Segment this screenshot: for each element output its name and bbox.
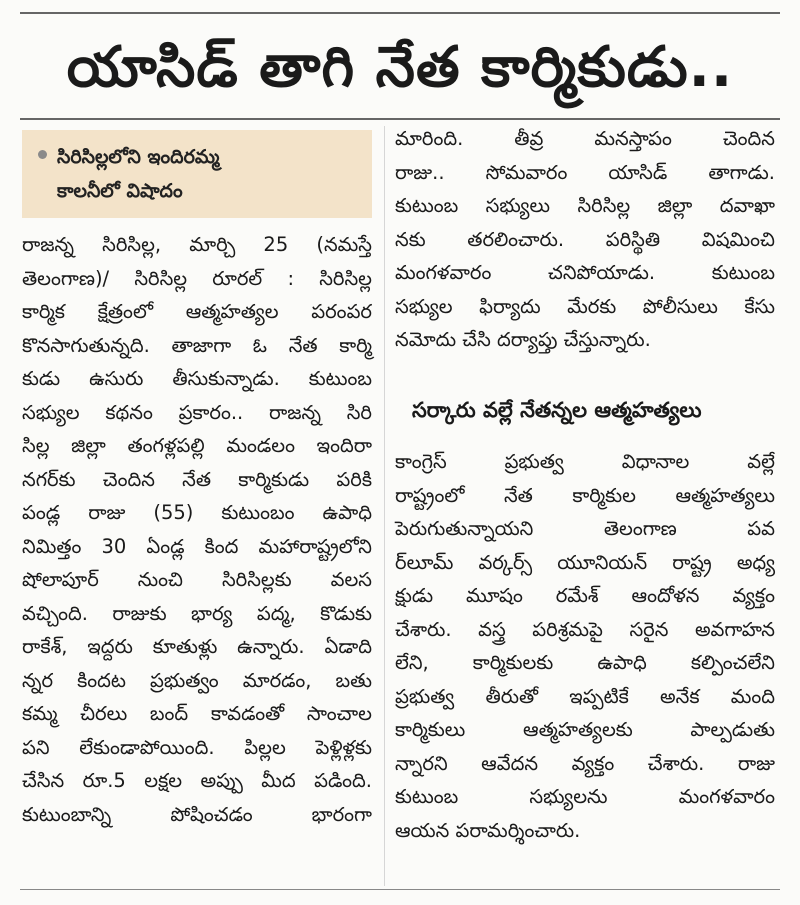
body-line: నగర్‌కు చెందిన నేత కార్మికుడు పరికి xyxy=(22,467,372,491)
body-line: కొనసాగుతున్నది. తాజాగా ఓ నేత కార్మి xyxy=(22,333,372,357)
body-line: క్షుడు మూషం రమేశ్ ఆందోళన వ్యక్తం xyxy=(395,584,775,607)
kicker-box xyxy=(22,130,372,218)
left-column xyxy=(22,228,372,831)
headline-rule xyxy=(20,118,780,120)
body-line: కుడు ఉసురు తీసుకున్నాడు. కుటుంబ xyxy=(22,367,372,390)
bullet-icon xyxy=(38,150,47,159)
body-line: చేసిన రూ.5 లక్షల అప్పు మీద పడింది. xyxy=(22,769,372,792)
body-line: చేశారు. వస్త్ర పరిశ్రమపై సరైన అవగాహన xyxy=(395,617,775,641)
body-line: కుటుంబ సభ్యులు సిరిసిల్ల జిల్లా దవాఖా xyxy=(395,194,775,217)
right-column-top xyxy=(395,122,775,357)
body-line: ఆయన పరామర్శించారు. xyxy=(395,818,581,842)
body-line: కాంగ్రెస్ ప్రభుత్వ విధానాల వల్లే xyxy=(395,450,775,473)
body-line: సిల్ల జిల్లా తంగళ్లపల్లి మండలం ఇందిరా xyxy=(22,434,372,457)
kicker-line: సిరిసిల్లలోని ఇందిరమ్మ xyxy=(57,146,220,168)
body-line: కుటుంబ సభ్యులను మంగళవారం xyxy=(395,785,775,808)
body-line: నకు తరలించారు. పరిస్థితి విషమించి xyxy=(395,227,775,251)
body-line: కుటుంబాన్ని పోషించడం భారంగా xyxy=(22,802,372,826)
right-column-bottom xyxy=(395,445,775,847)
body-line: మంగళవారం చనిపోయాడు. కుటుంబ xyxy=(395,261,775,284)
column-divider xyxy=(384,126,385,886)
subheading: సర్కారు వల్లే నేతన్నల ఆత్మహత్యలు xyxy=(412,398,702,422)
body-line: లేని, కార్మికులకు ఉపాధి కల్పించలేని xyxy=(395,651,775,674)
body-line: పండ్ల రాజు (55) కుటుంబం ఉపాధి xyxy=(22,501,372,524)
body-line: షోలాపూర్ నుంచి సిరిసిల్లకు వలస xyxy=(22,568,372,591)
body-line: ప్రభుత్వ తీరుతో ఇప్పటికే అనేక మంది xyxy=(395,684,775,708)
body-line: కార్మిక క్షేత్రంలో ఆత్మహత్యల పరంపర xyxy=(22,300,372,323)
body-line: కమ్మ చీరలు బంద్ కావడంతో సాంచాల xyxy=(22,702,372,725)
body-line: నిమిత్తం 30 ఏండ్ల కింద మహారాష్ట్రలోని xyxy=(22,534,372,558)
body-line: పెరుగుతున్నాయని తెలంగాణ పవ xyxy=(395,517,775,540)
headline: యాసిడ్ తాగి నేత కార్మికుడు.. xyxy=(66,35,734,100)
body-line: న్నర కిందట ప్రభుత్వం మారడం, బతు xyxy=(22,668,372,692)
body-line: రాజన్న సిరిసిల్ల, మార్చి 25 (నమస్తే xyxy=(22,233,372,256)
body-line: తెలంగాణ)/ సిరిసిల్ల రూరల్ : సిరిసిల్ల xyxy=(22,266,372,290)
body-line: పని లేకుండాపోయింది. పిల్లల పెళ్లిళ్లకు xyxy=(22,735,372,759)
body-line: సభ్యుల ఫిర్యాదు మేరకు పోలీసులు కేసు xyxy=(395,294,775,318)
body-line: వచ్చింది. రాజుకు భార్య పద్మ, కొడుకు xyxy=(22,601,372,625)
body-line: ర్‌లూమ్ వర్కర్స్ యూనియన్ రాష్ట్ర అధ్య xyxy=(395,550,775,574)
body-line: మారింది. తీవ్ర మనస్తాపం చెందిన xyxy=(395,127,775,150)
body-line: సభ్యుల కథనం ప్రకారం.. రాజన్న సిరి xyxy=(22,400,372,424)
body-line: రాష్ట్రంలో నేత కార్మికుల ఆత్మహత్యలు xyxy=(395,483,775,507)
body-line: రాజు.. సోమవారం యాసిడ్ తాగాడు. xyxy=(395,160,775,184)
body-line: రాకేశ్, ఇద్దరు కూతుళ్లు ఉన్నారు. ఏడాది xyxy=(22,635,372,658)
top-rule xyxy=(20,12,780,14)
bottom-rule xyxy=(20,889,780,890)
body-line: నమోదు చేసి దర్యాప్తు చేస్తున్నారు. xyxy=(395,328,651,351)
body-line: న్నారని ఆవేదన వ్యక్తం చేశారు. రాజు xyxy=(395,751,775,775)
body-line: కార్మికులు ఆత్మహత్యలకు పాల్పడుతు xyxy=(395,718,775,741)
kicker-line: కాలనీలో విషాదం xyxy=(57,180,183,202)
